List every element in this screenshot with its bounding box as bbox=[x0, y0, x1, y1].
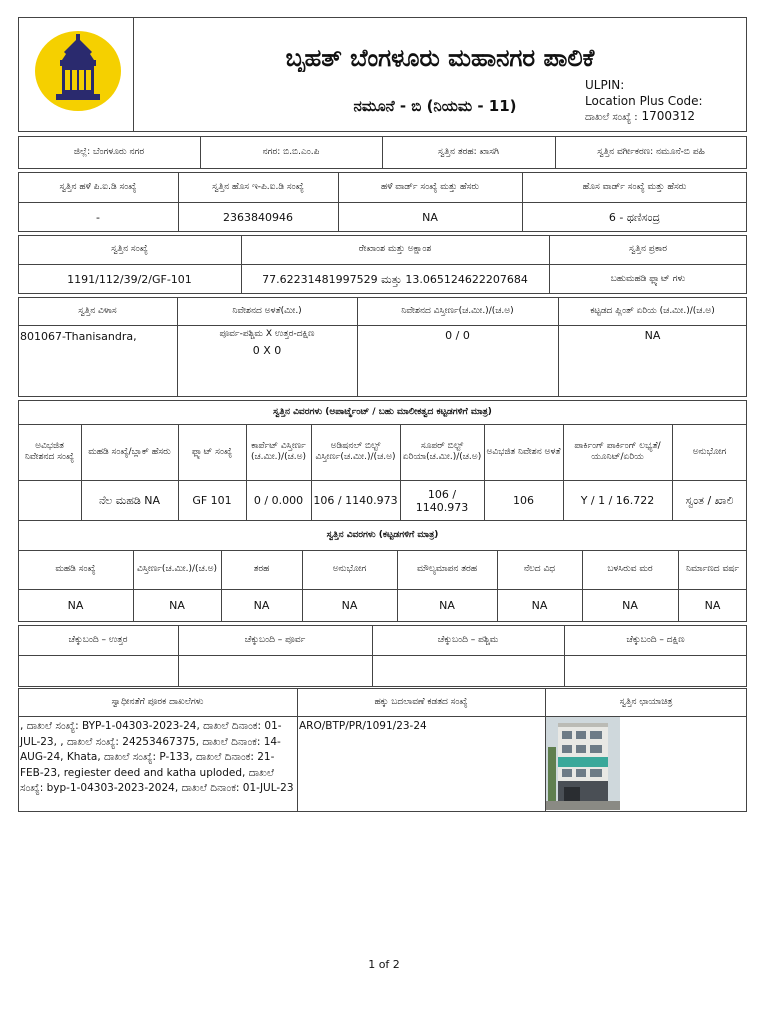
building-photo-icon bbox=[546, 717, 620, 810]
bbmp-emblem-icon bbox=[34, 30, 122, 112]
boundary-east-value bbox=[178, 655, 372, 687]
boundary-south-value bbox=[564, 655, 747, 687]
bld-construction-year-header: ನಿರ್ಮಾಣದ ವರ್ಷ bbox=[685, 564, 740, 574]
property-kind-value: ಬಹುಮಹಡಿ ಫ್ಲ್ಯಾಟ್ ಗಳು bbox=[610, 273, 686, 284]
bld-area-header: ವಿಸ್ತೀರ್ಣ(ಚ.ಮೀ.)/(ಚ.ಅ) bbox=[136, 564, 218, 574]
apt-undivided-size-header: ಅವಿಭಜಿತ ನಿವೇಶನ ಅಳತೆ bbox=[486, 446, 561, 457]
boundary-west-header: ಚೆಕ್ಕುಬಂದಿ – ಪಶ್ಚಿಮ bbox=[437, 634, 499, 645]
site-dimension-label: ಪೂರ್ವ-ಪಶ್ಚಿಮ X ಉತ್ತರ-ದಕ್ಷಿಣ bbox=[219, 329, 315, 339]
bld-floor-no-value: NA bbox=[67, 599, 84, 612]
property-number-header: ಸ್ವತ್ತಿನ ಸಂಖ್ಯೆ bbox=[111, 244, 148, 254]
new-epid-value: 2363840946 bbox=[223, 210, 293, 224]
mutation-no-header: ಹಕ್ಕು ಬದಲಾವಣೆ ಕಡತದ ಸಂಖ್ಯೆ bbox=[374, 696, 468, 707]
bld-wood-used-value: NA bbox=[622, 599, 638, 612]
apt-floor-block-header: ಮಹಡಿ ಸಂಖ್ಯೆ/ಬ್ಲಾಕ್ ಹೆಸರು bbox=[88, 446, 171, 457]
documents-header: ಸ್ವಾಧೀನತೆಗೆ ಪೂರಕ ದಾಖಲೆಗಳು bbox=[111, 696, 204, 707]
apt-undivided-site-no-header: ಅವಿಭಜಿತ ನಿವೇಶನದ ಸಂಖ್ಯೆ bbox=[24, 441, 75, 462]
bld-construction-year-value: NA bbox=[704, 599, 721, 612]
classification-cell: ಸ್ವತ್ತಿನ ವರ್ಗೀಕರಣ: ನಮೂನೆ-ಬಿ ಪಹಿ bbox=[597, 147, 705, 157]
ulpin-label: ULPIN: bbox=[585, 78, 625, 92]
building-section-title: ಸ್ವತ್ತಿನ ವಿವರಗಳು (ಕಟ್ಟಡಗಳಿಗೆ ಮಾತ್ರ) bbox=[326, 529, 439, 540]
documents-value: , ದಾಖಲೆ ಸಂಖ್ಯೆ: BYP-1-04303-2023-24, ದಾಖಲೆ ದಿನಾಂಕ: 01-JUL-23, , ದಾಖಲೆ ಸಂಖ್ಯೆ: 24253467375, ದಾಖಲೆ ದಿನಾಂಕ: 14-AUG-24, Khata, ದಾಖಲೆ ಸಂಖ್ಯೆ: P-133, ದಾಖಲೆ ದಿನಾಂಕ: 21-FEB-23, regiester deed and katha uploded, ದಾಖಲೆ ಸಂಖ್ಯೆ: byp-1-04303-2023-2024, ದಾಖಲೆ ದಿನಾಂಕ: 01-JUL-23 bbox=[20, 720, 294, 794]
address-value: 801067-Thanisandra, bbox=[20, 330, 137, 343]
app-no-label: ದಾಖಲೆ ಸಂಖ್ಯೆ : bbox=[585, 112, 638, 123]
location-code-label: Location Plus Code: bbox=[585, 94, 703, 108]
apt-usage-value: ಸ್ವಂತ / ಖಾಲಿ bbox=[685, 494, 734, 507]
bld-floor-type-header: ನೆಲದ ವಿಧ bbox=[523, 564, 556, 574]
old-pid-header: ಸ್ವತ್ತಿನ ಹಳೆ ಪಿ.ಐ.ಡಿ ಸಂಖ್ಯೆ bbox=[59, 181, 137, 192]
boundary-south-header: ಚೆಕ್ಕುಬಂದಿ – ದಕ್ಷಿಣ bbox=[626, 634, 685, 645]
old-ward-value: NA bbox=[422, 210, 438, 224]
site-dimension-header: ನಿವೇಶನದ ಅಳತೆ(ಮೀ.) bbox=[232, 305, 302, 316]
apt-floor-block-value: ನೆಲ ಮಹಡಿ NA bbox=[98, 494, 161, 507]
apartment-section-title: ಸ್ವತ್ತಿನ ವಿವರಗಳು (ಅಪಾರ್ಟ್ಮೆಂಟ್ / ಬಹು ಮಾಲೀಕತ್ವದ ಕಟ್ಟಡಗಳಿಗೆ ಮಾತ್ರ) bbox=[273, 406, 492, 417]
coordinates-value: 77.62231481997529 ಮತ್ತು 13.065124622207684 bbox=[262, 272, 528, 286]
property-type-cell: ಸ್ವತ್ತಿನ ತರಹ: ಖಾಸಗಿ bbox=[438, 147, 499, 157]
apt-usage-header: ಅನುಭೋಗ bbox=[692, 446, 727, 457]
bld-wood-used-header: ಬಳಸಿರುವ ಮರ bbox=[607, 564, 653, 574]
apt-additional-built-header: ಅಡಿಷನಲ್ ಬಿಲ್ಟ್ ವಿಸ್ತೀರ್ಣ(ಚ.ಮೀ.)/(ಚ.ಅ) bbox=[315, 441, 396, 462]
apt-parking-header: ಪಾರ್ಕಿಂಗ್ ಪಾರ್ಕಿಂಗ್ ಲಭ್ಯತೆ/ಯೂನಿಟ್/ಏರಿಯ bbox=[574, 441, 661, 462]
bld-floor-no-header: ಮಹಡಿ ಸಂಖ್ಯೆ bbox=[55, 564, 96, 574]
apt-additional-built-value: 106 / 1140.973 bbox=[313, 494, 398, 507]
bld-type-header: ತರಹ bbox=[253, 564, 270, 574]
bld-valuation-type-header: ಮೌಲ್ಯಮಾಪನ ತರಹ bbox=[416, 564, 478, 574]
mutation-no-value: ARO/BTP/PR/1091/23-24 bbox=[299, 720, 427, 732]
plinth-area-header: ಕಟ್ಟಡದ ಪ್ಲಿಂತ್ ಏರಿಯ (ಚ.ಮೀ.)/(ಚ.ಅ) bbox=[590, 305, 715, 316]
apt-parking-value: Y / 1 / 16.722 bbox=[580, 494, 655, 507]
old-pid-value: - bbox=[96, 210, 100, 224]
apt-super-built-value: 106 / 1140.973 bbox=[415, 487, 469, 514]
site-area-header: ನಿವೇಶನದ ವಿಸ್ತೀರ್ಣ(ಚ.ಮೀ.)/(ಚ.ಅ) bbox=[401, 305, 514, 316]
photo-header: ಸ್ವತ್ತಿನ ಛಾಯಾಚಿತ್ರ bbox=[619, 696, 673, 707]
new-ward-header: ಹೊಸ ವಾರ್ಡ್ ಸಂಖ್ಯೆ ಮತ್ತು ಹೆಸರು bbox=[582, 181, 687, 192]
bld-usage-value: NA bbox=[341, 599, 358, 612]
new-ward-value: 6 - ಥಣಿಸಂದ್ರ bbox=[608, 210, 661, 224]
city-cell: ನಗರ: ಬಿ.ಬಿ.ಎಂ.ಪಿ bbox=[262, 147, 320, 157]
site-dimension-value: 0 X 0 bbox=[252, 343, 282, 357]
address-header: ಸ್ವತ್ತಿನ ವಿಳಾಸ bbox=[78, 305, 117, 316]
property-kind-header: ಸ್ವತ್ತಿನ ಪ್ರಕಾರ bbox=[629, 244, 667, 254]
apt-carpet-area-value: 0 / 0.000 bbox=[253, 494, 304, 507]
bld-valuation-type-value: NA bbox=[439, 599, 455, 612]
page-title: ಬೃಹತ್ ಬೆಂಗಳೂರು ಮಹಾನಗರ ಪಾಲಿಕೆ bbox=[285, 44, 595, 72]
apt-undivided-size-value: 106 bbox=[513, 494, 534, 507]
new-epid-header: ಸ್ವತ್ತಿನ ಹೊಸ ಇ-ಪಿ.ಐ.ಡಿ ಸಂಖ್ಯೆ bbox=[212, 181, 304, 192]
boundary-north-value bbox=[18, 655, 178, 687]
boundary-west-value bbox=[372, 655, 564, 687]
old-ward-header: ಹಳೆ ವಾರ್ಡ್ ಸಂಖ್ಯೆ ಮತ್ತು ಹೆಸರು bbox=[380, 181, 480, 192]
apt-undivided-site-no-value bbox=[18, 480, 81, 521]
apt-carpet-area-header: ಕಾರ್ಪೆಟ್ ವಿಸ್ತೀರ್ಣ (ಚ.ಮೀ.)/(ಚ.ಅ) bbox=[250, 441, 307, 462]
bld-usage-header: ಅನುಭೋಗ bbox=[332, 564, 367, 574]
site-area-value: 0 / 0 bbox=[445, 328, 470, 342]
page-number: 1 of 2 bbox=[368, 958, 400, 971]
district-cell: ಜಿಲ್ಲೆ: ಬೆಂಗಳೂರು ನಗರ bbox=[73, 147, 145, 157]
boundary-north-header: ಚೆಕ್ಕುಬಂದಿ – ಉತ್ತರ bbox=[68, 634, 128, 645]
apt-super-built-header: ಸೂಪರ್ ಬಿಲ್ಟ್ ಏರಿಯಾ(ಚ.ಮೀ.)/(ಚ.ಅ) bbox=[402, 441, 482, 462]
property-number-value: 1191/112/39/2/GF-101 bbox=[67, 272, 192, 286]
bld-area-value: NA bbox=[169, 599, 185, 612]
apt-flat-no-header: ಫ್ಲ್ಯಾಟ್ ಸಂಖ್ಯೆ bbox=[191, 446, 233, 457]
apt-flat-no-value: GF 101 bbox=[192, 494, 232, 507]
coordinates-header: ರೇಖಾಂಶ ಮತ್ತು ಅಕ್ಷಾಂಶ bbox=[358, 244, 432, 254]
bld-floor-type-value: NA bbox=[531, 599, 548, 612]
plinth-area-value: NA bbox=[644, 328, 661, 342]
app-no-value: 1700312 bbox=[641, 109, 695, 123]
app-no-row bbox=[585, 109, 745, 125]
bld-type-value: NA bbox=[253, 599, 270, 612]
form-name: ನಮೂನೆ - ಬಿ (ನಿಯಮ - 11) bbox=[353, 97, 517, 115]
boundary-east-header: ಚೆಕ್ಕುಬಂದಿ – ಪೂರ್ವ bbox=[244, 634, 306, 645]
